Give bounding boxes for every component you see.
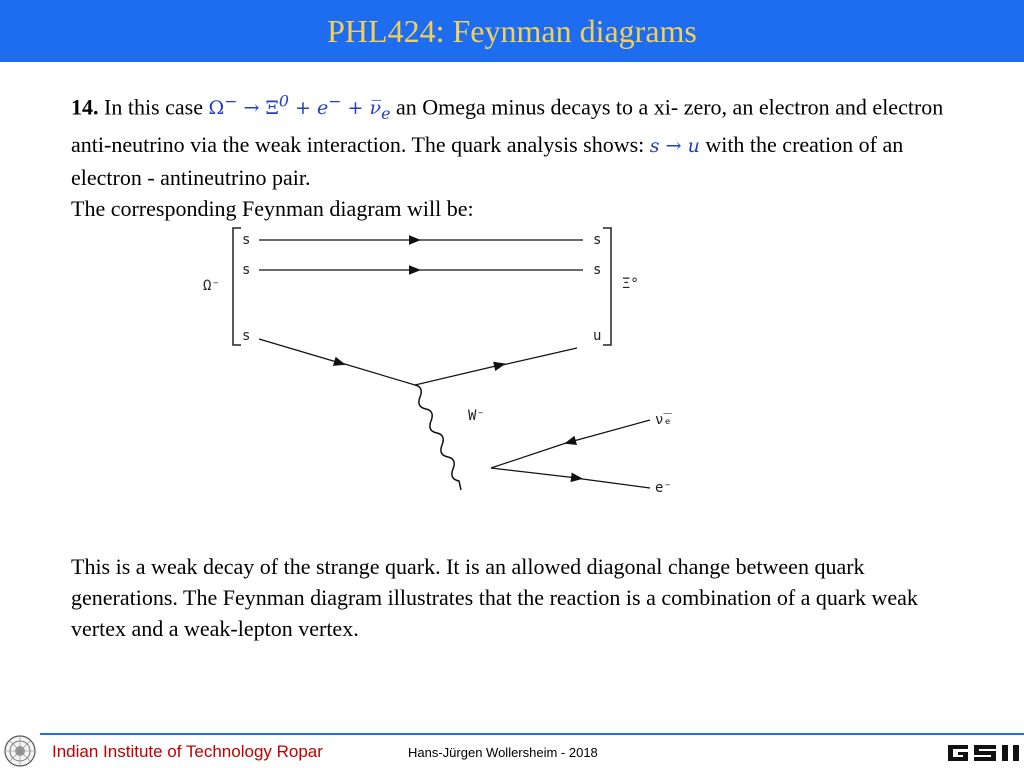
arrow-symbol: → [243,97,260,120]
incoming-s-quark-line [259,339,340,363]
quark-arrow: → [665,135,682,158]
xi-symbol: Ξ [265,97,279,120]
quark-right-1: s [593,232,602,248]
antineutrino-symbol: ν̅ [369,97,382,120]
w-boson-label: W⁻ [468,408,485,424]
incoming-s-quark-line-b [338,362,415,385]
electron-label: e⁻ [655,480,672,496]
right-bracket [603,228,611,345]
quark-right-3: u [593,328,602,344]
outgoing-u-quark-line-b [498,348,577,366]
antineutrino-flavor: e [381,104,391,124]
plus-symbol-1: + [295,97,311,120]
electron-symbol: e [316,97,329,120]
author-credit: Hans-Jürgen Wollersheim - 2018 [408,745,598,760]
electron-charge: − [328,92,342,111]
problem-number: 14. [71,94,99,120]
problem-text-c: The corresponding Feynman diagram will be: [71,196,474,222]
institute-seal-icon [2,733,38,768]
conclusion-paragraph: This is a weak decay of the strange quark. It is an allowed diagonal change between quark generations. The Feynman diagram illustrates that the reaction is a combination of a quark weak vertex and a weak-lepton vertex. [71,554,918,641]
antineutrino-line [570,420,650,442]
left-bracket [233,228,241,345]
problem-text-b: with the creation of an electron - antineutrino pair. [71,132,904,191]
quark-right-2: s [593,262,602,278]
omega-charge: − [224,92,238,111]
antineutrino-label: ν̅ₑ [655,412,672,428]
quark-left-1: s [242,232,251,248]
decay-equation [208,92,391,124]
page-title: PHL424: Feynman diagrams [327,12,697,49]
gsi-logo [946,742,1022,764]
problem-intro: In this case [104,94,203,120]
footer-divider [40,733,1024,735]
electron-line-b [575,478,650,488]
quark-left-3: s [242,328,251,344]
quark-left-2: s [242,262,251,278]
omega-label: Ω⁻ [203,278,220,294]
quark-s: s [649,135,660,158]
antineutrino-line-b [491,441,572,468]
w-boson-line [415,385,461,490]
quark-u: u [687,135,700,158]
electron-line [491,468,577,478]
institute-name: Indian Institute of Technology Ropar [52,742,323,761]
omega-symbol: Ω [208,97,225,120]
problem-text-a: an Omega minus decays to a xi- zero, an electron and electron anti-neutrino via the weak interaction. The quark analysis shows: [71,94,944,158]
plus-symbol-2: + [347,97,364,120]
quark-transition [650,135,700,157]
outgoing-u-quark-line [415,365,500,385]
feynman-diagram [195,222,695,502]
xi-label: Ξ° [622,276,639,292]
xi-charge: 0 [278,92,289,111]
problem-paragraph [71,86,971,224]
title-bar [0,0,1024,62]
